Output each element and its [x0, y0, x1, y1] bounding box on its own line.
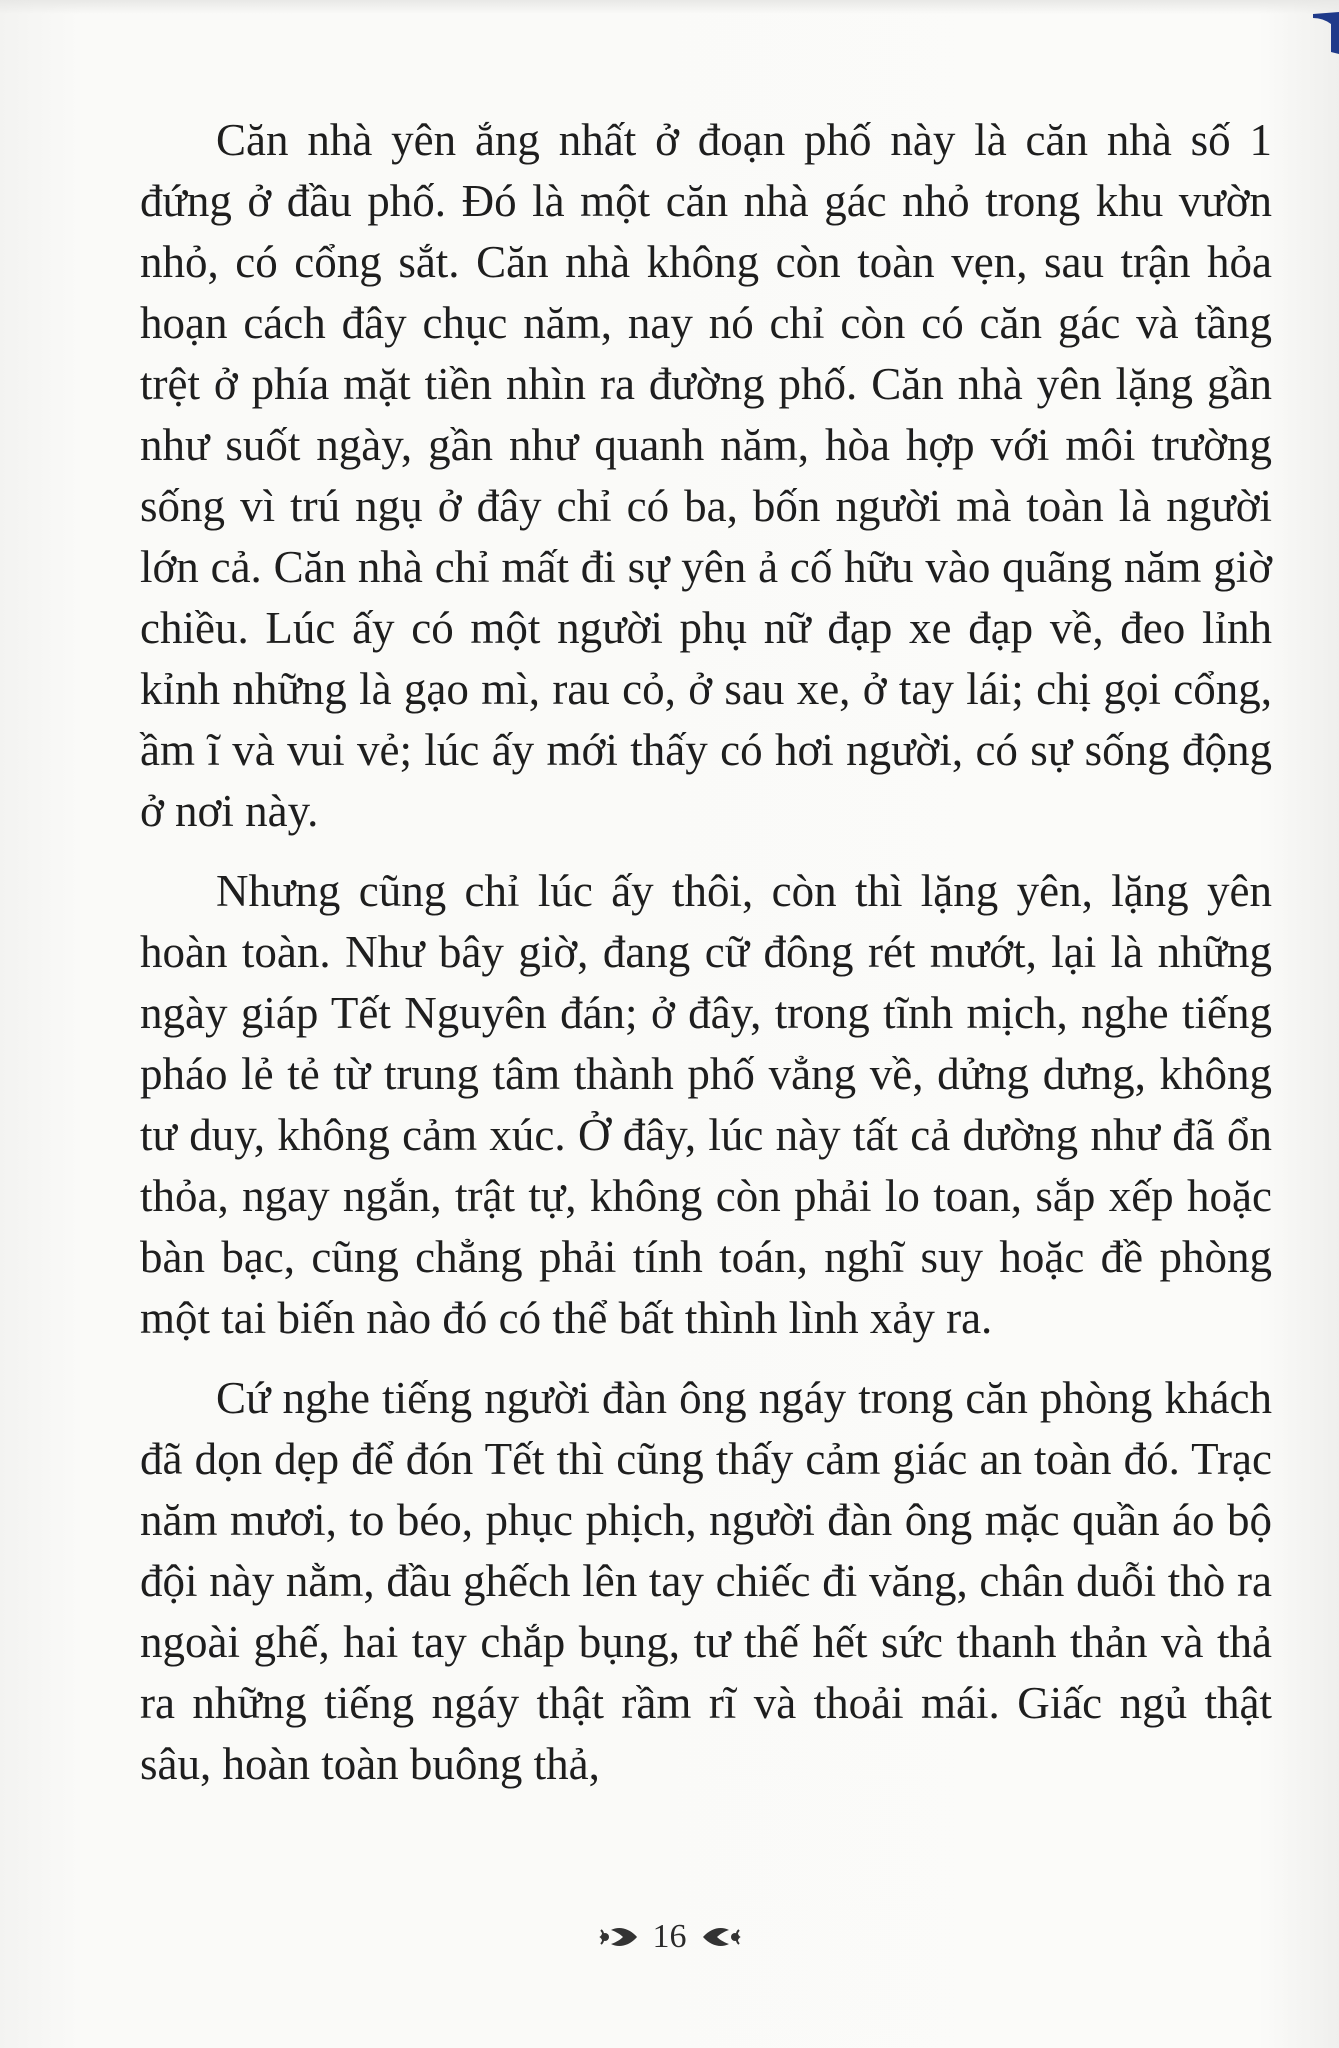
page-top-edge: [0, 0, 1339, 14]
page-footer: [0, 1912, 1339, 1962]
floral-ornament-left-icon: [597, 1920, 641, 1954]
paragraph-2: Nhưng cũng chỉ lúc ấy thôi, còn thì lặng yên, lặng yên hoàn toàn. Như bây giờ, đang cữ đông rét mướt, lại là những ngày giáp Tết Nguyên đán; ở đây, trong tĩnh mịch, nghe tiếng pháo lẻ tẻ từ trung tâm thành phố vẳng về, dửng dưng, không tư duy, không cảm xúc. Ở đây, lúc này tất cả dường như đã ổn thỏa, ngay ngắn, trật tự, không còn phải lo toan, sắp xếp hoặc bàn bạc, cũng chẳng phải tính toán, nghĩ suy hoặc đề phòng một tai biến nào đó có thể bất thình lình xảy ra.: [140, 866, 1272, 1343]
body-text: [140, 110, 1272, 1795]
page-number: 16: [652, 1918, 687, 1955]
blue-corner-mark-icon: [1313, 12, 1339, 54]
floral-ornament-right-icon: [699, 1920, 743, 1954]
paragraph-3: Cứ nghe tiếng người đàn ông ngáy trong căn phòng khách đã dọn dẹp để đón Tết thì cũng thấy cảm giác an toàn đó. Trạc năm mươi, to béo, phục phịch, người đàn ông mặc quần áo bộ đội này nằm, đầu ghếch lên tay chiếc đi văng, chân duỗi thò ra ngoài ghế, hai tay chắp bụng, tư thế hết sức thanh thản và thả ra những tiếng ngáy thật rầm rĩ và thoải mái. Giấc ngủ thật sâu, hoàn toàn buông thả,: [140, 1373, 1272, 1789]
paragraph-1: Căn nhà yên ắng nhất ở đoạn phố này là căn nhà số 1 đứng ở đầu phố. Đó là một căn nhà gác nhỏ trong khu vườn nhỏ, có cổng sắt. Căn nhà không còn toàn vẹn, sau trận hỏa hoạn cách đây chục năm, nay nó chỉ còn có căn gác và tầng trệt ở phía mặt tiền nhìn ra đường phố. Căn nhà yên lặng gần như suốt ngày, gần như quanh năm, hòa hợp với môi trường sống vì trú ngụ ở đây chỉ có ba, bốn người mà toàn là người lớn cả. Căn nhà chỉ mất đi sự yên ả cố hữu vào quãng năm giờ chiều. Lúc ấy có một người phụ nữ đạp xe đạp về, đeo lỉnh kỉnh những là gạo mì, rau cỏ, ở sau xe, ở tay lái; chị gọi cổng, ầm ĩ và vui vẻ; lúc ấy mới thấy có hơi người, có sự sống động ở nơi này.: [140, 115, 1272, 836]
